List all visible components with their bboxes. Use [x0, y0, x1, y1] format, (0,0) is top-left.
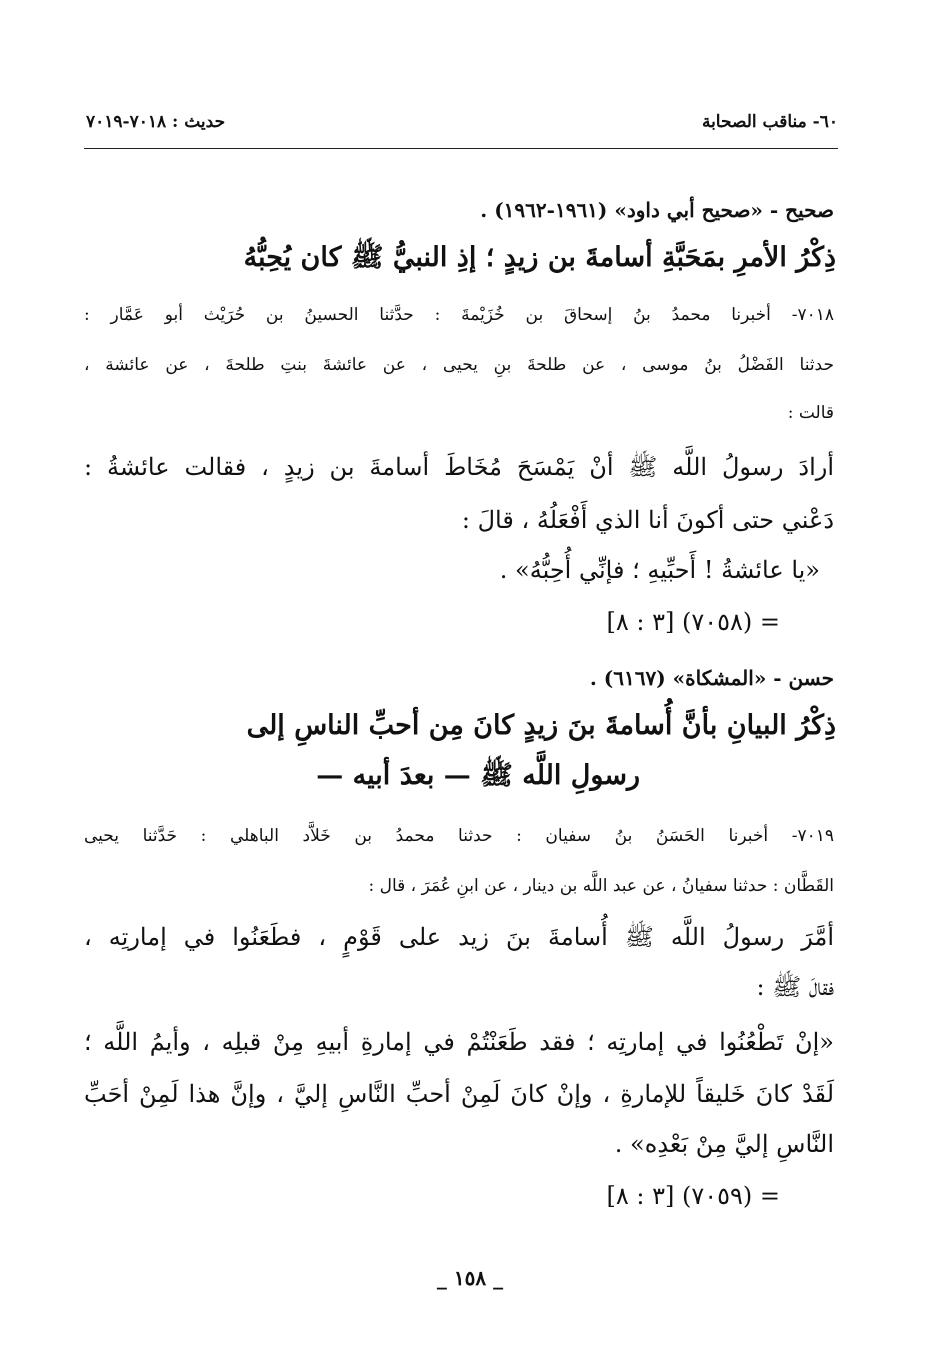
narration-line: حدثنا الفَضْلُ بنُ موسى ، عن طلحةَ بنِ يحيى ، عن عائشةَ بنتِ طلحةَ ، عن عائشة ، [84, 355, 834, 375]
header-rule [84, 148, 838, 149]
matn-line: أمَّرَ رسولُ اللَّه ﷺ أُسامةَ بنَ زيد على قَوْمٍ ، فطَعَنُوا في إمارتِه ، [84, 923, 834, 951]
narration-line: قالت : [787, 403, 834, 423]
matn-line: لَقَدْ كانَ خَليقاً للإمارةِ ، وإنْ كانَ لَمِنْ أحبِّ النَّاسِ إليَّ ، وإنَّ هذا لَمِنْ أحَبِّ [84, 1080, 835, 1108]
grading-line: حسن - «المشكاة» (٦١٦٧) . [589, 666, 834, 690]
narration-line: ٧٠١٨- أخبرنا محمدُ بنُ إسحاقَ بن خُزَيْمةَ : حدَّثنا الحسينُ بن حُرَيْث أبو عَمَّار : [84, 305, 834, 325]
matn-line: النَّاسِ إليَّ مِنْ بَعْدِه» . [614, 1130, 834, 1158]
section-heading: رسولِ اللَّه ﷺ — بعدَ أبيه — [316, 760, 640, 791]
matn-line: دَعْني حتى أكونَ أنا الذي أَفْعَلُهُ ، قالَ : [461, 506, 834, 534]
page-number: _ ١٥٨ _ [436, 1266, 504, 1290]
hadith-range-header: حديث : ٧٠١٨-٧٠١٩ [86, 112, 226, 132]
reference-line: = (٧٠٥٨) [٣ : ٨] [606, 608, 780, 636]
matn-line: «إنْ تَطْعُنُوا في إمارتِه ؛ فقد طَعَنْتُمْ في إمارةِ أبيهِ مِنْ قبلِه ، وأيمُ اللَّه ؛ [84, 1028, 834, 1056]
reference-line: = (٧٠٥٩) [٣ : ٨] [606, 1182, 780, 1210]
chapter-header: ٦٠- مناقب الصحابة [701, 112, 838, 132]
section-heading: ذِكْرُ الأمرِ بمَحَبَّةِ أسامةَ بن زيدٍ ؛ إذِ النبيُّ ﷺ كان يُحِبُّهُ [243, 242, 836, 273]
narration-line: القَطَّان : حدثنا سفيانُ ، عن عبد اللَّه بن دينار ، عن ابنِ عُمَرَ ، قال : [368, 876, 834, 896]
narration-line: ٧٠١٩- أخبرنا الحَسَنُ بنُ سفيان : حدثنا محمدُ بن خَلاَّد الباهلي : حَدَّثنا يحيى [84, 826, 834, 846]
section-heading: ذِكْرُ البيانِ بأنَّ أُسامةَ بنَ زيدٍ كانَ مِن أحبِّ الناسِ إلى [246, 710, 836, 741]
matn-line: «يا عائشةُ ! أَحبِّيهِ ؛ فإنِّي أُحِبُّهُ» . [499, 556, 820, 584]
matn-line: أرادَ رسولُ اللَّه ﷺ أنْ يَمْسَحَ مُخَاطَ أسامةَ بن زيدٍ ، فقالت عائشةُ : [84, 453, 834, 481]
grading-line: صحيح - «صحيح أبي داود» (١٩٦١-١٩٦٢) . [480, 198, 834, 222]
matn-line: فقالَ ﷺ : [756, 973, 834, 1001]
